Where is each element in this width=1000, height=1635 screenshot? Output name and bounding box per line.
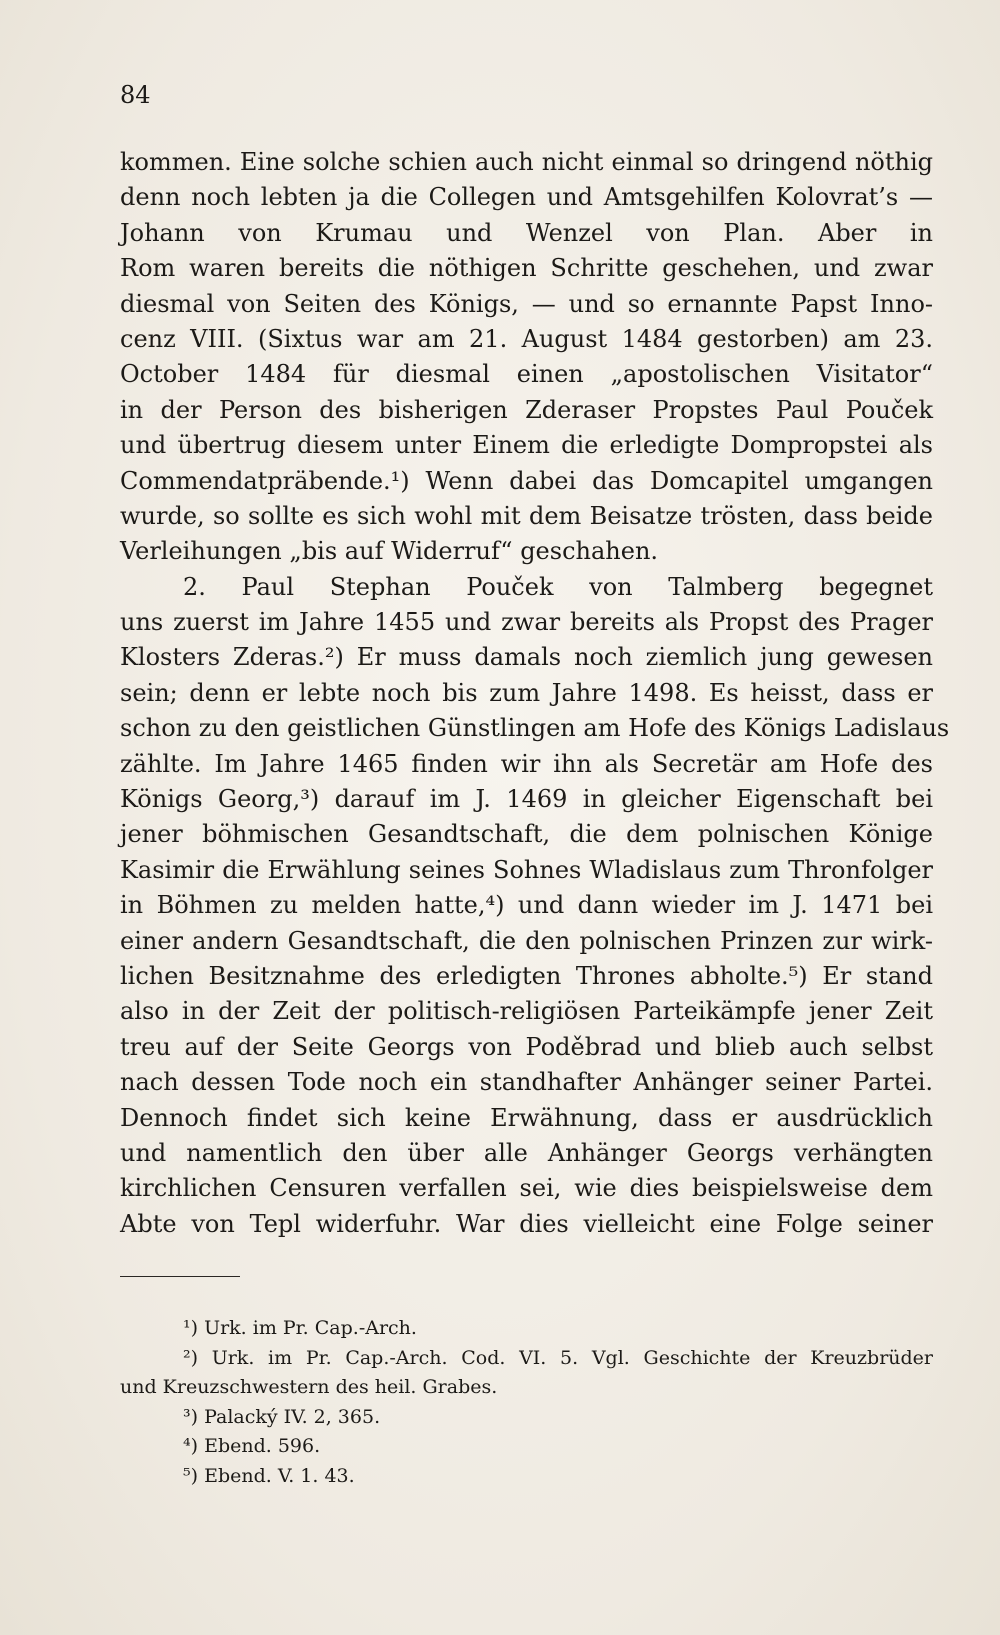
text-line: also in der Zeit der politisch-religiösen Parteikämpfe jener Zeit <box>120 997 933 1026</box>
text-line: Rom waren bereits die nöthigen Schritte geschehen, und zwar <box>120 254 933 283</box>
footnote-continuation: und Kreuzschwestern des heil. Grabes. <box>120 1376 498 1398</box>
footnote-separator <box>120 1276 240 1277</box>
text-line: jener böhmischen Gesandtschaft, die dem polnischen Könige <box>120 820 933 849</box>
text-line: kirchlichen Censuren verfallen sei, wie dies beispielsweise dem <box>120 1174 933 1203</box>
footnote: ⁵) Ebend. V. 1. 43. <box>183 1464 355 1487</box>
text-line: treu auf der Seite Georgs von Poděbrad und blieb auch selbst <box>120 1032 933 1061</box>
text-line: und übertrug diesem unter Einem die erledigte Dompropstei als <box>120 431 933 460</box>
text-line: in Böhmen zu melden hatte,⁴) und dann wieder im J. 1471 bei <box>120 891 933 920</box>
footnote: ⁴) Ebend. 596. <box>183 1435 321 1457</box>
text-line: nach dessen Tode noch ein standhafter Anhänger seiner Partei. <box>120 1068 933 1097</box>
text-line: cenz VIII. (Sixtus war am 21. August 1484 gestorben) am 23. <box>120 324 933 353</box>
body-text <box>120 145 950 1242</box>
text-line: diesmal von Seiten des Königs, — und so ernannte Papst Inno- <box>120 289 933 318</box>
text-line: kommen. Eine solche schien auch nicht einmal so dringend nöthig <box>120 148 933 176</box>
text-line: lichen Besitznahme des erledigten Thrones abholte.⁵) Er stand <box>120 961 933 990</box>
text-line: denn noch lebten ja die Collegen und Amtsgehilfen Kolovrat’s — <box>120 183 933 212</box>
text-line: Königs Georg,³) darauf im J. 1469 in gleicher Eigenschaft bei <box>120 785 933 814</box>
text-line: Verleihungen „bis auf Widerruf“ geschahen. <box>120 537 659 566</box>
text-line: zählte. Im Jahre 1465 finden wir ihn als Secretär am Hofe des <box>120 749 933 778</box>
text-line: in der Person des bisherigen Zderaser Propstes Paul Pouček <box>120 395 933 424</box>
text-line: October 1484 für diesmal einen „apostolischen Visitator“ <box>120 360 933 389</box>
text-line: Johann von Krumau und Wenzel von Plan. Aber in <box>120 218 933 247</box>
footnote: ³) Palacký IV. 2, 365. <box>183 1405 381 1428</box>
footnote: ²) Urk. im Pr. Cap.-Arch. Cod. VI. 5. Vgl. Geschichte der Kreuzbrüder <box>183 1346 933 1369</box>
text-line: Commendatpräbende.¹) Wenn dabei das Domcapitel umgangen <box>120 466 933 495</box>
text-line: uns zuerst im Jahre 1455 und zwar bereits als Propst des Prager <box>120 608 933 637</box>
text-line: schon zu den geistlichen Günstlingen am Hofe des Königs Ladislaus <box>120 714 950 743</box>
text-line: und namentlich den über alle Anhänger Georgs verhängten <box>120 1138 933 1167</box>
text-line: Kasimir die Erwählung seines Sohnes Wladislaus zum Thronfolger <box>120 855 933 884</box>
text-line: sein; denn er lebte noch bis zum Jahre 1498. Es heisst, dass er <box>120 678 933 707</box>
footnotes <box>120 1314 933 1491</box>
section-heading-line: 2. Paul Stephan Pouček von Talmberg begegnet <box>183 572 933 601</box>
text-line: Abte von Tepl widerfuhr. War dies vielleicht eine Folge seiner <box>120 1209 933 1238</box>
footnote: ¹) Urk. im Pr. Cap.-Arch. <box>183 1317 417 1339</box>
page-number: 84 <box>120 81 151 109</box>
text-line: Dennoch findet sich keine Erwähnung, dass er ausdrücklich <box>120 1103 933 1132</box>
text-line: Klosters Zderas.²) Er muss damals noch ziemlich jung gewesen <box>120 643 933 672</box>
text-line: einer andern Gesandtschaft, die den polnischen Prinzen zur wirk- <box>120 926 933 955</box>
text-line: wurde, so sollte es sich wohl mit dem Beisatze trösten, dass beide <box>120 501 933 530</box>
